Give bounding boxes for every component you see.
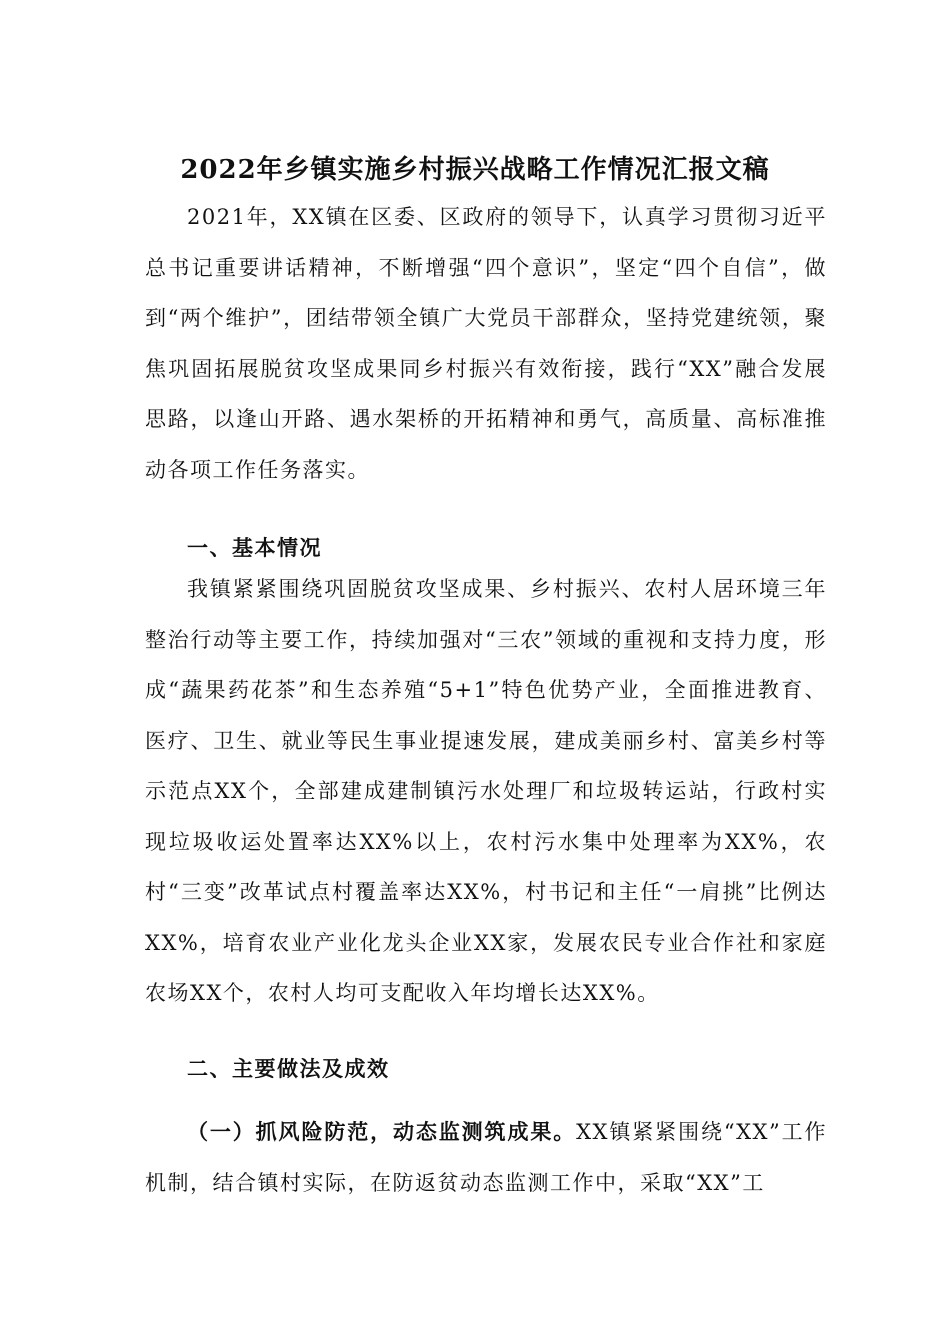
practice-body: XX镇紧紧围绕“XX”工作机制，结合镇村实际，在防返贫动态监测工作中，采取“XX”工 [145, 1120, 827, 1195]
document-title: 2022年乡镇实施乡村振兴战略工作情况汇报文稿 [180, 155, 770, 185]
section-heading-practices: 二、主要做法及成效 [187, 1056, 390, 1081]
practice-lead: （一）抓风险防范，动态监测筑成果。 [187, 1119, 577, 1144]
basic-situation-paragraph: 我镇紧紧围绕巩固脱贫攻坚成果、乡村振兴、农村人居环境三年整治行动等主要工作，持续加强对“三农”领域的重视和支持力度，形成“蔬果药花茶”和生态养殖“5+1”特色优势产业，全面推进教育、医疗、卫生、就业等民生事业提速发展，建成美丽乡村、富美乡村等示范点XX个，全部建成建制镇污水处理厂和垃圾转运站，行政村实现垃圾收运处置率达XX%以上，农村污水集中处理率为XX%，农村“三变”改革试点村覆盖率达XX%，村书记和主任“一肩挑”比例达XX%，培育农业产业化龙头企业XX家，发展农民专业合作社和家庭农场XX个，农村人均可支配收入年均增长达XX%。 [145, 577, 827, 1005]
practice-paragraph-1 [145, 1107, 827, 1208]
intro-paragraph: 2021年，XX镇在区委、区政府的领导下，认真学习贯彻习近平总书记重要讲话精神，不断增强“四个意识”，坚定“四个自信”，做到“两个维护”，团结带领全镇广大党员干部群众，坚持党建统领，聚焦巩固拓展脱贫攻坚成果同乡村振兴有效衔接，践行“XX”融合发展思路，以逢山开路、遇水架桥的开拓精神和勇气，高质量、高标准推动各项工作任务落实。 [145, 205, 827, 482]
section-heading-basic: 一、基本情况 [187, 535, 322, 560]
